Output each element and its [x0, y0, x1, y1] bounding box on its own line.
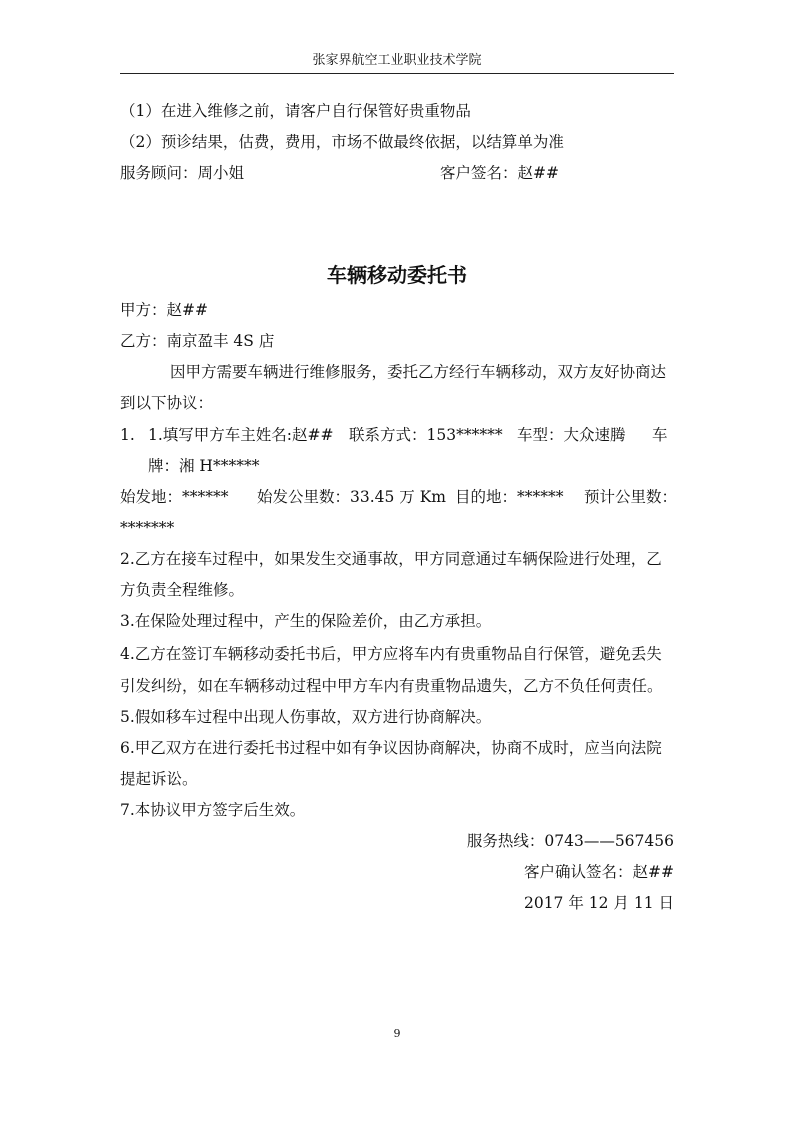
item-1-owner: 1.填写甲方车主姓名:赵##: [148, 426, 334, 444]
item-1-contact: 联系方式：153******: [349, 426, 503, 444]
item-6-line-2: 提起诉讼。: [120, 770, 198, 788]
item-5: 5.假如移车过程中出现人伤事故，双方进行协商解决。: [120, 708, 492, 726]
item-4-line-1: 4.乙方在签订车辆移动委托书后，甲方应将车内有贵重物品自行保管，避免丢失: [120, 645, 662, 663]
item-4-line-2: 引发纠纷，如在车辆移动过程中甲方车内有贵重物品遗失，乙方不负任何责任。: [120, 677, 663, 695]
document-date: 2017 年 12 月 11 日: [523, 894, 674, 912]
expected-mileage: 预计公里数：: [584, 488, 678, 506]
item-1-plate-label: 车: [652, 426, 668, 444]
item-6-line-1: 6.甲乙双方在进行委托书过程中如有争议因协商解决，协商不成时，应当向法院: [120, 739, 662, 757]
item-1-model: 车型：大众速腾: [517, 426, 626, 444]
item-7: 7.本协议甲方签字后生效。: [120, 801, 306, 819]
service-hotline: 服务热线：0743——567456: [466, 832, 674, 850]
item-2-line-2: 方负责全程维修。: [120, 581, 245, 599]
note-2: （2）预诊结果，估费，费用，市场不做最终依据，以结算单为准: [120, 133, 564, 151]
item-2-line-1: 2.乙方在接车过程中，如果发生交通事故，甲方同意通过车辆保险进行处理，乙: [120, 550, 662, 568]
intro-line-2: 到以下协议：: [120, 394, 214, 412]
page-header: 张家界航空工业职业技术学院: [312, 53, 482, 68]
page-number: 9: [393, 1027, 401, 1040]
item-1-number: 1.: [120, 426, 135, 444]
customer-confirm-signature: 客户确认签名：赵##: [524, 863, 674, 881]
note-1: （1）在进入维修之前，请客户自行保管好贵重物品: [120, 102, 471, 120]
item-1-plate: 牌：湘 H******: [148, 457, 260, 475]
document-title: 车辆移动委托书: [327, 263, 467, 287]
expected-mileage-value: *******: [120, 519, 175, 537]
header-rule: [120, 73, 674, 74]
customer-signature: 客户签名：赵##: [440, 164, 559, 182]
destination: 目的地：******: [455, 488, 564, 506]
service-advisor: 服务顾问：周小姐: [120, 164, 245, 182]
party-a: 甲方：赵##: [120, 301, 208, 319]
origin: 始发地：******: [120, 488, 229, 506]
origin-mileage: 始发公里数：33.45 万 Km: [257, 488, 447, 506]
party-b: 乙方：南京盈丰 4S 店: [120, 332, 275, 350]
intro-line-1: 因甲方需要车辆进行维修服务，委托乙方经行车辆移动，双方友好协商达: [170, 363, 667, 381]
item-3: 3.在保险处理过程中，产生的保险差价，由乙方承担。: [120, 612, 492, 630]
